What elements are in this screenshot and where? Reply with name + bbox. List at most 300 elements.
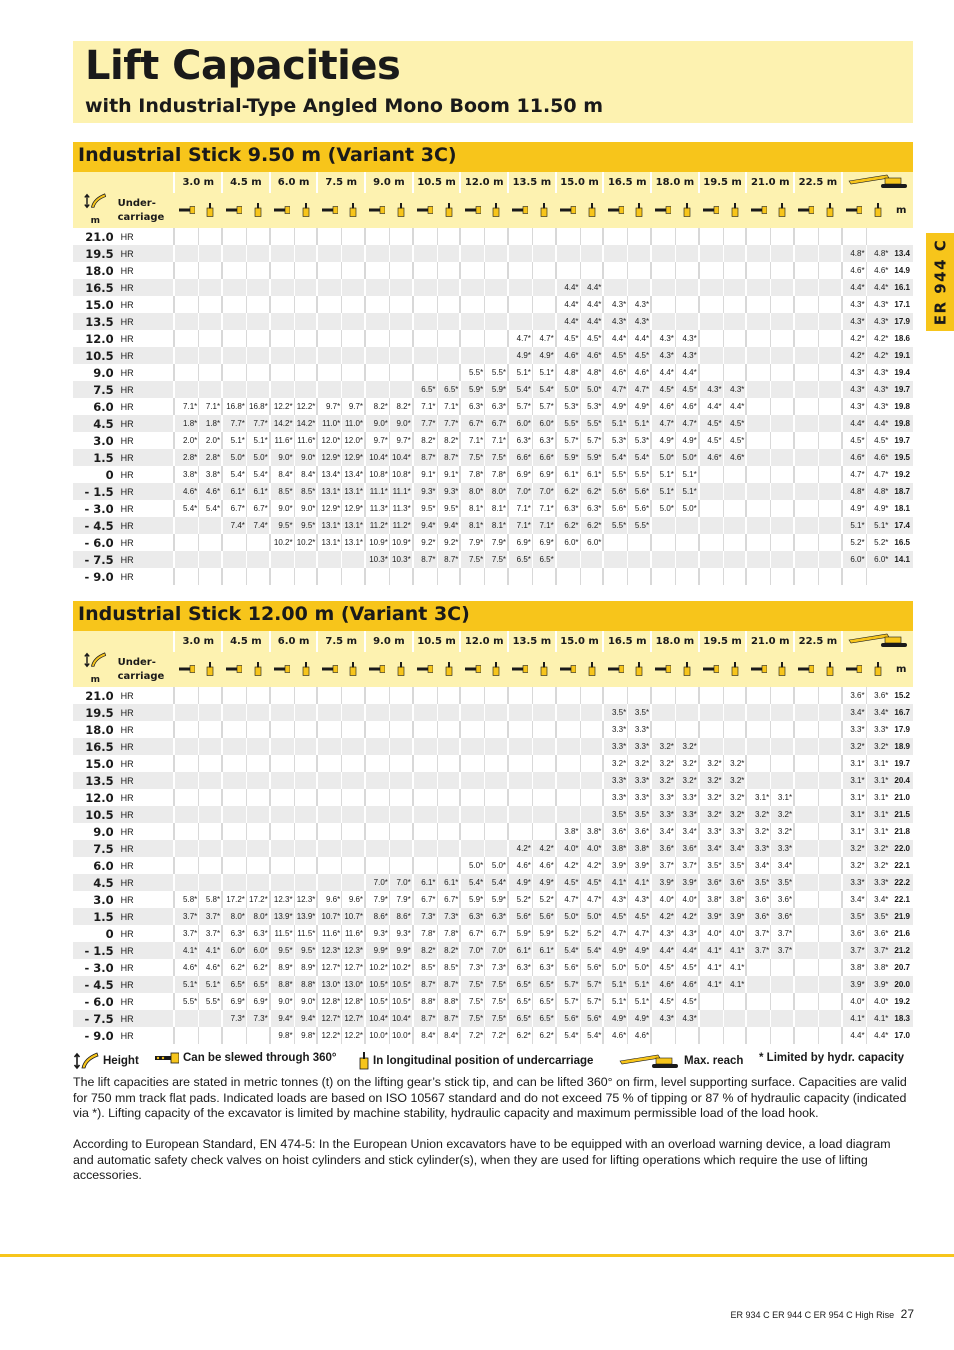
table-row bbox=[73, 262, 913, 279]
capacity-longitudinal bbox=[771, 568, 794, 585]
capacity-longitudinal bbox=[771, 347, 794, 364]
capacity-longitudinal bbox=[580, 721, 603, 738]
capacity-longitudinal: 10.5* bbox=[389, 976, 412, 993]
capacity-longitudinal: 5.1* bbox=[628, 993, 651, 1010]
undercarriage-value: HR bbox=[118, 789, 175, 806]
capacity-slew: 7.4* bbox=[222, 517, 246, 534]
longitudinal-icon bbox=[206, 203, 214, 217]
capacity-longitudinal bbox=[199, 313, 222, 330]
distance-header: 21.0 m bbox=[746, 631, 794, 652]
max-capacity-longitudinal: 4.4* bbox=[866, 1027, 889, 1044]
longitudinal-icon-cell bbox=[342, 193, 365, 228]
capacity-longitudinal bbox=[532, 296, 555, 313]
capacity-longitudinal: 14.2* bbox=[294, 415, 317, 432]
height-icon bbox=[82, 193, 108, 209]
height-value: - 7.5 bbox=[73, 551, 118, 568]
capacity-longitudinal bbox=[818, 483, 841, 500]
max-capacity-longitudinal: 4.0* bbox=[866, 993, 889, 1010]
capacity-slew: 3.5* bbox=[603, 704, 627, 721]
capacity-slew: 4.6* bbox=[603, 364, 627, 381]
capacity-longitudinal bbox=[342, 840, 365, 857]
capacity-longitudinal bbox=[818, 228, 841, 245]
capacity-slew bbox=[413, 840, 437, 857]
longitudinal-icon bbox=[731, 203, 739, 217]
capacity-longitudinal: 4.1* bbox=[723, 942, 746, 959]
capacity-slew bbox=[222, 789, 246, 806]
capacity-longitudinal: 10.2* bbox=[389, 959, 412, 976]
capacity-slew: 8.8* bbox=[413, 993, 437, 1010]
capacity-slew bbox=[556, 262, 580, 279]
capacity-longitudinal: 12.9* bbox=[342, 449, 365, 466]
capacity-longitudinal bbox=[294, 755, 317, 772]
capacity-slew bbox=[794, 721, 818, 738]
capacity-slew bbox=[746, 500, 770, 517]
slew-icon-cell bbox=[842, 652, 866, 687]
capacity-longitudinal bbox=[580, 687, 603, 704]
capacity-longitudinal: 7.5* bbox=[485, 976, 508, 993]
max-capacity-slew bbox=[842, 568, 866, 585]
max-capacity-longitudinal: 3.6* bbox=[866, 925, 889, 942]
capacity-slew: 7.0* bbox=[365, 874, 389, 891]
capacity-longitudinal: 6.2* bbox=[580, 483, 603, 500]
excavator-reach-icon bbox=[847, 631, 909, 649]
capacity-slew: 4.7* bbox=[651, 415, 675, 432]
capacity-slew: 16.8* bbox=[222, 398, 246, 415]
table-row bbox=[73, 857, 913, 874]
capacity-longitudinal bbox=[818, 840, 841, 857]
max-reach-value: 16.5 bbox=[889, 534, 913, 551]
height-value: 13.5 bbox=[73, 313, 118, 330]
capacity-slew bbox=[174, 789, 198, 806]
capacity-longitudinal: 3.2* bbox=[675, 738, 698, 755]
max-capacity-longitudinal: 4.4* bbox=[866, 415, 889, 432]
longitudinal-icon bbox=[874, 203, 882, 217]
capacity-longitudinal bbox=[771, 721, 794, 738]
capacity-slew: 6.2* bbox=[556, 483, 580, 500]
capacity-longitudinal: 7.5* bbox=[485, 1010, 508, 1027]
height-value: 4.5 bbox=[73, 874, 118, 891]
capacity-slew: 3.1* bbox=[746, 789, 770, 806]
capacity-slew: 3.2* bbox=[651, 738, 675, 755]
slew-icon-cell bbox=[556, 652, 580, 687]
lift-table-2 bbox=[73, 631, 913, 1044]
capacity-slew: 5.7* bbox=[556, 976, 580, 993]
capacity-slew bbox=[317, 313, 341, 330]
capacity-slew bbox=[413, 330, 437, 347]
capacity-slew bbox=[317, 551, 341, 568]
capacity-slew: 12.2* bbox=[270, 398, 294, 415]
capacity-longitudinal: 8.5* bbox=[294, 483, 317, 500]
table-row bbox=[73, 840, 913, 857]
capacity-slew: 5.9* bbox=[556, 449, 580, 466]
capacity-longitudinal bbox=[389, 738, 412, 755]
capacity-longitudinal bbox=[771, 517, 794, 534]
capacity-slew bbox=[794, 534, 818, 551]
capacity-slew: 7.1* bbox=[460, 432, 484, 449]
distance-header: 16.5 m bbox=[603, 631, 651, 652]
table-row bbox=[73, 517, 913, 534]
capacity-longitudinal: 4.5* bbox=[580, 874, 603, 891]
excavator-reach-icon bbox=[618, 1052, 680, 1070]
capacity-longitudinal: 4.4* bbox=[580, 296, 603, 313]
longitudinal-icon-cell bbox=[723, 193, 746, 228]
capacity-longitudinal: 3.7* bbox=[199, 908, 222, 925]
capacity-slew bbox=[746, 330, 770, 347]
capacity-longitudinal: 6.9* bbox=[246, 993, 269, 1010]
longitudinal-icon bbox=[683, 662, 691, 676]
capacity-longitudinal bbox=[199, 381, 222, 398]
capacity-slew bbox=[222, 347, 246, 364]
height-icon bbox=[82, 652, 108, 668]
undercarriage-spacer bbox=[118, 172, 175, 193]
section-heading-2 bbox=[73, 601, 913, 631]
distance-header: 19.5 m bbox=[699, 172, 747, 193]
capacity-slew: 4.6* bbox=[508, 857, 532, 874]
capacity-longitudinal bbox=[818, 432, 841, 449]
capacity-longitudinal: 9.2* bbox=[437, 534, 460, 551]
capacity-slew bbox=[508, 262, 532, 279]
capacity-longitudinal: 8.8* bbox=[437, 993, 460, 1010]
capacity-longitudinal bbox=[771, 738, 794, 755]
capacity-longitudinal bbox=[199, 738, 222, 755]
slew-icon-cell bbox=[699, 193, 723, 228]
capacity-slew: 2.0* bbox=[174, 432, 198, 449]
slew-icon-cell bbox=[746, 193, 770, 228]
slew-icon bbox=[179, 665, 195, 673]
capacity-longitudinal: 11.6* bbox=[342, 925, 365, 942]
capacity-slew: 3.7* bbox=[174, 908, 198, 925]
height-icon bbox=[73, 1052, 99, 1070]
capacity-slew bbox=[699, 721, 723, 738]
capacity-slew bbox=[317, 296, 341, 313]
capacity-slew bbox=[794, 772, 818, 789]
undercarriage-value: HR bbox=[118, 1027, 175, 1044]
capacity-longitudinal: 9.0* bbox=[389, 415, 412, 432]
capacity-longitudinal: 4.3* bbox=[628, 296, 651, 313]
undercarriage-value: HR bbox=[118, 415, 175, 432]
capacity-longitudinal bbox=[628, 551, 651, 568]
max-capacity-slew: 3.1* bbox=[842, 789, 866, 806]
body-paragraph-2: According to European Standard, EN 474-5: In the European Union excavators have to be equipped with an overload warning device, a load diagram and automatic safety check valves on hoist cylinders and stick cylinder(s), when they are used for lifting operations which require the use of lifting accessories. bbox=[73, 1137, 891, 1182]
capacity-longitudinal bbox=[199, 721, 222, 738]
capacity-slew bbox=[651, 568, 675, 585]
capacity-slew: 3.6* bbox=[746, 908, 770, 925]
height-axis-cell bbox=[73, 631, 118, 652]
undercarriage-value: HR bbox=[118, 942, 175, 959]
capacity-longitudinal: 2.0* bbox=[199, 432, 222, 449]
capacity-slew: 9.7* bbox=[365, 432, 389, 449]
capacity-longitudinal bbox=[723, 500, 746, 517]
capacity-slew: 13.1* bbox=[317, 517, 341, 534]
capacity-slew: 4.3* bbox=[651, 1010, 675, 1027]
capacity-longitudinal: 6.0* bbox=[246, 942, 269, 959]
capacity-longitudinal: 3.8* bbox=[199, 466, 222, 483]
capacity-longitudinal bbox=[246, 245, 269, 262]
capacity-slew: 8.2* bbox=[413, 432, 437, 449]
capacity-longitudinal bbox=[294, 721, 317, 738]
capacity-slew: 3.3* bbox=[603, 738, 627, 755]
max-capacity-slew: 4.3* bbox=[842, 364, 866, 381]
max-capacity-slew: 4.0* bbox=[842, 993, 866, 1010]
capacity-longitudinal: 8.1* bbox=[485, 517, 508, 534]
max-reach-value: 17.0 bbox=[889, 1027, 913, 1044]
capacity-slew bbox=[174, 534, 198, 551]
max-capacity-slew: 3.5* bbox=[842, 908, 866, 925]
capacity-slew: 11.0* bbox=[317, 415, 341, 432]
height-value: 18.0 bbox=[73, 721, 118, 738]
capacity-longitudinal: 4.5* bbox=[628, 908, 651, 925]
capacity-slew: 4.9* bbox=[508, 874, 532, 891]
capacity-longitudinal: 8.0* bbox=[246, 908, 269, 925]
capacity-longitudinal bbox=[771, 449, 794, 466]
capacity-longitudinal: 12.8* bbox=[342, 993, 365, 1010]
capacity-longitudinal bbox=[246, 228, 269, 245]
legend-limited bbox=[759, 1052, 904, 1064]
capacity-longitudinal: 13.0* bbox=[342, 976, 365, 993]
undercarriage-value: HR bbox=[118, 500, 175, 517]
capacity-longitudinal bbox=[771, 993, 794, 1010]
capacity-slew bbox=[174, 1010, 198, 1027]
capacity-slew: 7.0* bbox=[460, 942, 484, 959]
capacity-slew: 5.9* bbox=[460, 891, 484, 908]
max-capacity-slew: 3.3* bbox=[842, 874, 866, 891]
height-value: - 7.5 bbox=[73, 1010, 118, 1027]
max-reach-value: 17.4 bbox=[889, 517, 913, 534]
slew-icon bbox=[226, 665, 242, 673]
capacity-longitudinal: 5.4* bbox=[485, 874, 508, 891]
capacity-slew bbox=[174, 330, 198, 347]
capacity-longitudinal: 4.4* bbox=[580, 313, 603, 330]
table-row bbox=[73, 483, 913, 500]
capacity-slew bbox=[746, 279, 770, 296]
slew-icon-cell bbox=[270, 652, 294, 687]
capacity-slew: 7.1* bbox=[508, 517, 532, 534]
capacity-slew: 10.8* bbox=[365, 466, 389, 483]
capacity-slew: 9.0* bbox=[270, 500, 294, 517]
capacity-longitudinal: 10.8* bbox=[389, 466, 412, 483]
capacity-slew bbox=[317, 874, 341, 891]
capacity-slew bbox=[746, 738, 770, 755]
capacity-slew bbox=[794, 364, 818, 381]
capacity-longitudinal bbox=[771, 415, 794, 432]
capacity-slew: 13.0* bbox=[317, 976, 341, 993]
capacity-slew bbox=[270, 330, 294, 347]
table-row bbox=[73, 245, 913, 262]
max-capacity-longitudinal: 3.9* bbox=[866, 976, 889, 993]
capacity-slew: 5.0* bbox=[460, 857, 484, 874]
height-value: 9.0 bbox=[73, 364, 118, 381]
capacity-longitudinal: 8.0* bbox=[485, 483, 508, 500]
capacity-slew bbox=[651, 245, 675, 262]
capacity-slew: 4.4* bbox=[556, 313, 580, 330]
capacity-longitudinal bbox=[437, 772, 460, 789]
capacity-longitudinal bbox=[675, 245, 698, 262]
capacity-slew bbox=[174, 704, 198, 721]
capacity-slew: 8.5* bbox=[413, 959, 437, 976]
capacity-longitudinal bbox=[199, 755, 222, 772]
capacity-longitudinal bbox=[246, 534, 269, 551]
capacity-slew bbox=[365, 721, 389, 738]
capacity-slew bbox=[413, 568, 437, 585]
capacity-slew: 7.5* bbox=[460, 1010, 484, 1027]
capacity-slew: 4.2* bbox=[508, 840, 532, 857]
capacity-slew: 7.8* bbox=[460, 466, 484, 483]
max-capacity-longitudinal: 3.2* bbox=[866, 840, 889, 857]
capacity-longitudinal: 6.1* bbox=[437, 874, 460, 891]
max-capacity-slew: 4.2* bbox=[842, 330, 866, 347]
slew-icon bbox=[417, 206, 433, 214]
capacity-slew bbox=[794, 330, 818, 347]
max-reach-value: 21.5 bbox=[889, 806, 913, 823]
capacity-longitudinal bbox=[389, 381, 412, 398]
capacity-slew bbox=[317, 721, 341, 738]
capacity-longitudinal: 3.2* bbox=[771, 806, 794, 823]
capacity-longitudinal: 8.6* bbox=[389, 908, 412, 925]
capacity-longitudinal bbox=[485, 279, 508, 296]
capacity-slew bbox=[174, 857, 198, 874]
capacity-longitudinal: 8.2* bbox=[389, 398, 412, 415]
capacity-longitudinal: 3.7* bbox=[771, 942, 794, 959]
capacity-longitudinal: 7.3* bbox=[246, 1010, 269, 1027]
max-capacity-longitudinal: 5.2* bbox=[866, 534, 889, 551]
height-value: - 6.0 bbox=[73, 993, 118, 1010]
table-row bbox=[73, 228, 913, 245]
capacity-slew: 6.0* bbox=[556, 534, 580, 551]
capacity-slew bbox=[651, 721, 675, 738]
capacity-slew: 4.1* bbox=[603, 874, 627, 891]
capacity-slew bbox=[794, 874, 818, 891]
height-unit-label: m bbox=[90, 216, 100, 226]
max-reach-value: 21.9 bbox=[889, 908, 913, 925]
capacity-longitudinal bbox=[675, 704, 698, 721]
capacity-longitudinal: 6.7* bbox=[246, 500, 269, 517]
capacity-longitudinal bbox=[437, 721, 460, 738]
max-capacity-slew: 4.8* bbox=[842, 483, 866, 500]
capacity-longitudinal bbox=[246, 704, 269, 721]
max-capacity-longitudinal: 3.6* bbox=[866, 687, 889, 704]
longitudinal-icon-cell bbox=[485, 652, 508, 687]
capacity-longitudinal bbox=[580, 228, 603, 245]
capacity-longitudinal bbox=[342, 874, 365, 891]
capacity-slew: 3.2* bbox=[699, 755, 723, 772]
capacity-longitudinal: 6.0* bbox=[580, 534, 603, 551]
capacity-slew bbox=[460, 279, 484, 296]
capacity-longitudinal: 3.2* bbox=[723, 772, 746, 789]
max-capacity-longitudinal: 3.1* bbox=[866, 772, 889, 789]
capacity-longitudinal bbox=[342, 313, 365, 330]
capacity-longitudinal bbox=[818, 874, 841, 891]
legend-slew-label: Can be slewed through 360° bbox=[183, 1052, 337, 1064]
capacity-slew bbox=[222, 738, 246, 755]
max-capacity-slew: 4.6* bbox=[842, 449, 866, 466]
capacity-longitudinal bbox=[723, 517, 746, 534]
capacity-slew: 9.6* bbox=[317, 891, 341, 908]
capacity-slew: 4.3* bbox=[651, 347, 675, 364]
capacity-longitudinal: 13.9* bbox=[294, 908, 317, 925]
capacity-slew: 6.9* bbox=[222, 993, 246, 1010]
undercarriage-spacer bbox=[118, 631, 175, 652]
capacity-longitudinal: 4.6* bbox=[675, 976, 698, 993]
capacity-longitudinal bbox=[485, 245, 508, 262]
max-capacity-longitudinal: 4.5* bbox=[866, 432, 889, 449]
capacity-longitudinal: 5.5* bbox=[199, 993, 222, 1010]
capacity-slew bbox=[460, 262, 484, 279]
distance-header: 10.5 m bbox=[413, 631, 461, 652]
capacity-slew: 4.1* bbox=[699, 942, 723, 959]
capacity-slew bbox=[556, 687, 580, 704]
longitudinal-icon bbox=[302, 203, 310, 217]
max-reach-value: 19.1 bbox=[889, 347, 913, 364]
capacity-longitudinal bbox=[771, 500, 794, 517]
longitudinal-icon-cell bbox=[294, 193, 317, 228]
legend-longitudinal bbox=[359, 1052, 593, 1070]
capacity-slew bbox=[603, 262, 627, 279]
capacity-slew: 5.7* bbox=[556, 993, 580, 1010]
capacity-longitudinal: 5.6* bbox=[580, 1010, 603, 1027]
capacity-longitudinal bbox=[294, 364, 317, 381]
capacity-slew bbox=[794, 789, 818, 806]
capacity-longitudinal bbox=[246, 738, 269, 755]
undercarriage-value: HR bbox=[118, 517, 175, 534]
table-row bbox=[73, 738, 913, 755]
capacity-slew: 3.2* bbox=[651, 755, 675, 772]
slew-icon-cell bbox=[365, 193, 389, 228]
distance-header: 15.0 m bbox=[556, 631, 604, 652]
capacity-slew: 9.5* bbox=[270, 517, 294, 534]
height-value: 15.0 bbox=[73, 296, 118, 313]
slew-icon bbox=[512, 665, 528, 673]
capacity-longitudinal: 3.7* bbox=[675, 857, 698, 874]
section-heading-1 bbox=[73, 142, 913, 172]
capacity-slew: 8.7* bbox=[413, 1010, 437, 1027]
longitudinal-icon-cell bbox=[389, 193, 412, 228]
capacity-slew: 8.0* bbox=[222, 908, 246, 925]
capacity-slew bbox=[651, 551, 675, 568]
capacity-longitudinal bbox=[818, 296, 841, 313]
capacity-longitudinal bbox=[818, 806, 841, 823]
capacity-longitudinal: 3.4* bbox=[771, 857, 794, 874]
longitudinal-icon bbox=[206, 662, 214, 676]
height-unit bbox=[73, 652, 118, 687]
capacity-longitudinal: 5.4* bbox=[628, 449, 651, 466]
capacity-longitudinal bbox=[485, 687, 508, 704]
capacity-slew: 5.0* bbox=[556, 908, 580, 925]
capacity-slew bbox=[174, 245, 198, 262]
longitudinal-icon-cell bbox=[771, 652, 794, 687]
max-capacity-slew: 3.6* bbox=[842, 925, 866, 942]
capacity-slew bbox=[794, 313, 818, 330]
capacity-slew bbox=[174, 313, 198, 330]
capacity-slew: 14.2* bbox=[270, 415, 294, 432]
capacity-longitudinal: 6.5* bbox=[532, 993, 555, 1010]
capacity-slew: 8.5* bbox=[270, 483, 294, 500]
capacity-slew bbox=[556, 772, 580, 789]
capacity-slew: 4.6* bbox=[603, 1027, 627, 1044]
capacity-longitudinal: 9.4* bbox=[437, 517, 460, 534]
capacity-slew: 7.7* bbox=[413, 415, 437, 432]
capacity-slew bbox=[317, 755, 341, 772]
capacity-longitudinal bbox=[294, 704, 317, 721]
capacity-longitudinal bbox=[437, 296, 460, 313]
capacity-slew bbox=[746, 976, 770, 993]
max-capacity-slew: 3.8* bbox=[842, 959, 866, 976]
capacity-slew bbox=[556, 228, 580, 245]
capacity-longitudinal: 5.6* bbox=[580, 959, 603, 976]
max-capacity-slew: 3.1* bbox=[842, 823, 866, 840]
capacity-longitudinal bbox=[771, 959, 794, 976]
undercarriage-value: HR bbox=[118, 687, 175, 704]
capacity-longitudinal: 6.2* bbox=[532, 1027, 555, 1044]
